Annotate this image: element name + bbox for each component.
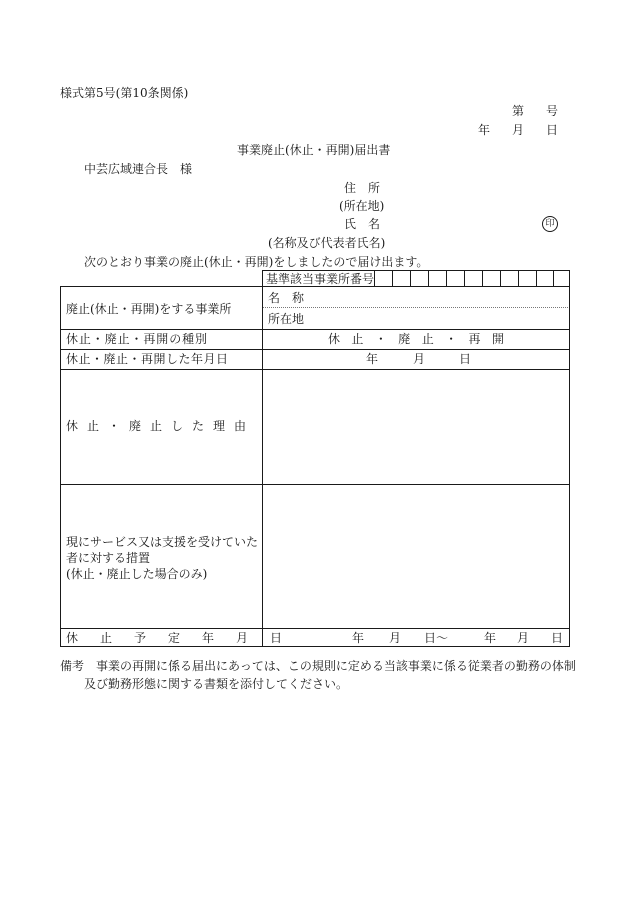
type-opt-0: 休 — [328, 332, 341, 346]
office-location-label: 所在地 — [268, 312, 305, 326]
date-part-day: 日 — [459, 352, 472, 366]
number-dai: 第 — [512, 104, 525, 118]
seal-mark: 印 — [542, 216, 558, 232]
reason-label: 休止・廃止した理由 — [66, 419, 256, 433]
intro-text: 次のとおり事業の廃止(休止・再開)をしましたので届け出ます。 — [84, 255, 429, 269]
type-opt-2: ・ — [374, 332, 387, 346]
type-opt-4: 止 — [421, 332, 434, 346]
type-opt-7: 開 — [491, 332, 504, 346]
address-label: 住 所 — [344, 181, 381, 195]
type-opt-3: 廃 — [398, 332, 411, 346]
type-label — [66, 332, 256, 346]
remarks-line-1: 事業の再開に係る届出にあっては、この規則に定める当該事業に係る従業者の勤務の体制 — [96, 659, 576, 673]
office-number-label: 基準該当事業所番号 — [266, 272, 375, 286]
planned-from-day: 日～ — [424, 631, 449, 645]
date-month: 月 — [512, 123, 525, 137]
planned-from-month: 月 — [389, 631, 402, 645]
planned-to-day: 日 — [551, 631, 564, 645]
office-name-label: 名 称 — [268, 291, 305, 305]
type-opt-1: 止 — [351, 332, 364, 346]
measures-line-2: 者に対する措置 — [66, 551, 151, 565]
location-label: (所在地) — [339, 199, 385, 213]
form-number: 様式第5号(第10条関係) — [60, 86, 189, 100]
date-part-year: 年 — [366, 352, 379, 366]
representative-label: (名称及び代表者氏名) — [268, 236, 386, 250]
document-title: 事業廃止(休止・再開)届出書 — [237, 143, 391, 157]
type-options — [328, 332, 504, 346]
number-gou: 号 — [546, 104, 559, 118]
planned-to-year: 年 — [484, 631, 497, 645]
name-label: 氏 名 — [344, 217, 381, 231]
date-day: 日 — [546, 123, 559, 137]
type-opt-5: ・ — [445, 332, 458, 346]
date-label: 休止・廃止・再開した年月日 — [66, 352, 229, 366]
type-label-text: 休止・廃止・再開の種別 — [66, 332, 208, 346]
addressee: 中芸広域連合長 様 — [84, 162, 193, 176]
date-part-month: 月 — [413, 352, 426, 366]
planned-from-year: 年 — [352, 631, 365, 645]
measures-line-1: 現にサービス又は支援を受けていた — [66, 535, 259, 549]
remarks-label: 備考 — [60, 659, 85, 673]
remarks-line-2: 及び勤務形態に関する書類を添付してください。 — [84, 677, 349, 691]
date-year: 年 — [478, 123, 491, 137]
planned-to-month: 月 — [517, 631, 530, 645]
measures-line-3: (休止・廃止した場合のみ) — [66, 567, 208, 581]
office-label: 廃止(休止・再開)をする事業所 — [66, 302, 232, 316]
type-opt-6: 再 — [468, 332, 481, 346]
planned-date-label: 休止予定年月日 — [66, 631, 305, 645]
